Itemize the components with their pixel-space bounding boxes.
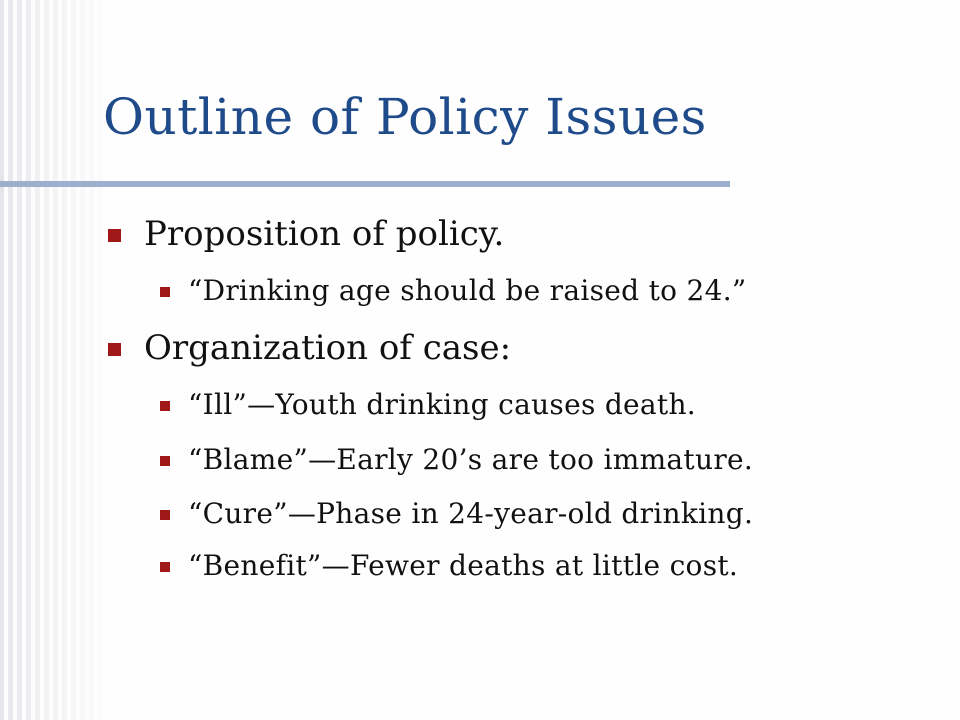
sub-bullet-text: “Blame”—Early 20’s are too immature. <box>188 443 754 476</box>
square-bullet-icon <box>108 229 121 242</box>
square-bullet-icon <box>160 510 170 520</box>
slide-title: Outline of Policy Issues <box>103 88 707 146</box>
square-bullet-icon <box>108 343 121 356</box>
sub-bullet-text: “Benefit”—Fewer deaths at little cost. <box>188 549 739 582</box>
bullet-text: Proposition of policy. <box>144 214 505 254</box>
bullet-text: Organization of case: <box>144 328 512 368</box>
sub-bullet-text: “Drinking age should be raised to 24.” <box>188 274 747 307</box>
square-bullet-icon <box>160 287 170 297</box>
sub-bullet-text: “Cure”—Phase in 24-year-old drinking. <box>188 497 754 530</box>
square-bullet-icon <box>160 456 170 466</box>
square-bullet-icon <box>160 401 170 411</box>
square-bullet-icon <box>160 562 170 572</box>
sub-bullet-text: “Ill”—Youth drinking causes death. <box>188 388 696 421</box>
